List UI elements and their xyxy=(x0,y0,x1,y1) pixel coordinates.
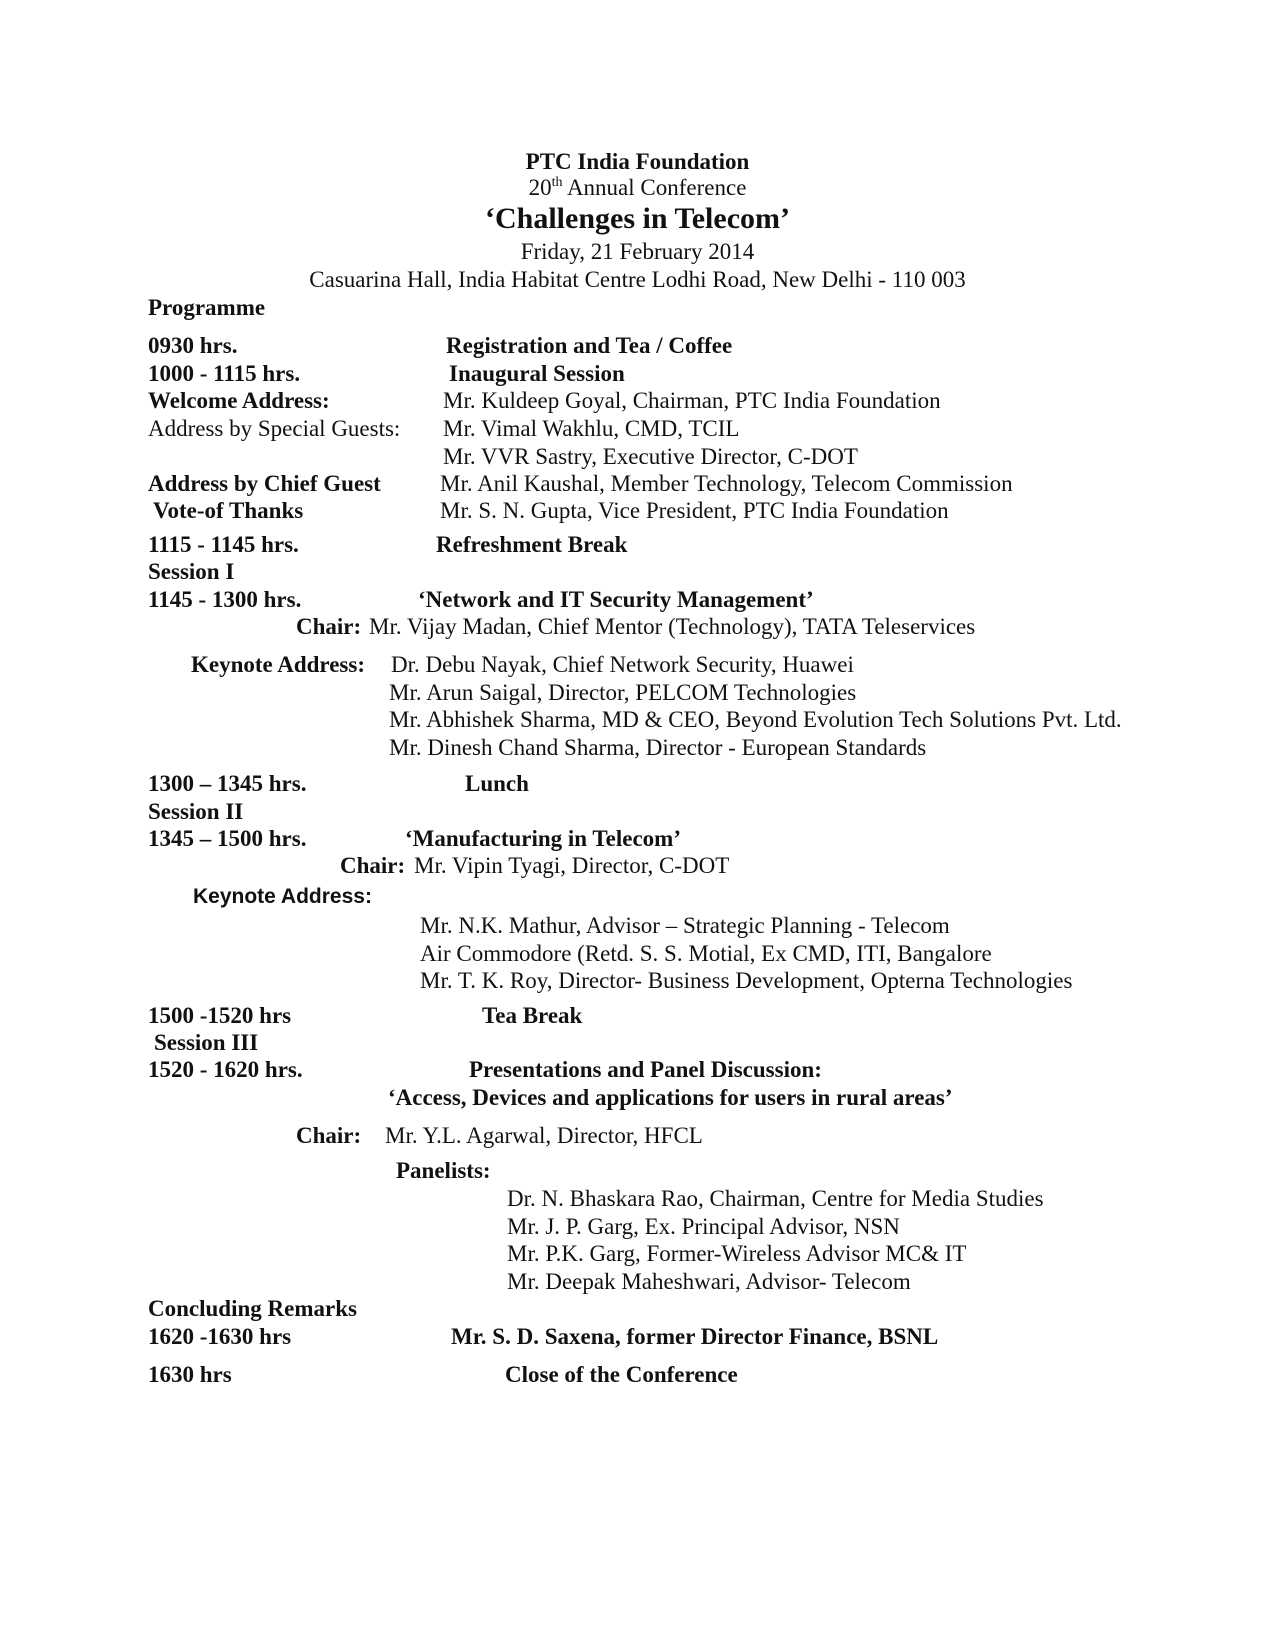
edition-text: Annual Conference xyxy=(562,175,747,200)
session-2-speaker: Mr. T. K. Roy, Director- Business Development, Opterna Technologies xyxy=(420,968,1073,993)
inaugural-time: 1000 - 1115 hrs. xyxy=(148,361,301,386)
session-2-time: 1345 – 1500 hrs. xyxy=(148,826,307,851)
session-2-label: Session II xyxy=(148,799,244,824)
edition-suffix: th xyxy=(551,175,563,190)
session-3-panelist: Mr. P.K. Garg, Former-Wireless Advisor MC& IT xyxy=(507,1241,967,1266)
conference-title: ‘Challenges in Telecom’ xyxy=(485,202,790,235)
concluding-speaker: Mr. S. D. Saxena, former Director Finance, BSNL xyxy=(451,1324,939,1349)
registration-event: Registration and Tea / Coffee xyxy=(446,333,733,358)
chief-guest-label: Address by Chief Guest xyxy=(148,471,381,496)
session-1-keynote-label: Keynote Address: xyxy=(191,652,365,677)
session-3-panelists-label: Panelists: xyxy=(396,1158,491,1183)
welcome-speaker: Mr. Kuldeep Goyal, Chairman, PTC India Foundation xyxy=(443,388,941,413)
session-2-speaker: Air Commodore (Retd. S. S. Motial, Ex CMD, ITI, Bangalore xyxy=(420,941,992,966)
session-1-chair: Mr. Vijay Madan, Chief Mentor (Technology), TATA Teleservices xyxy=(369,614,976,639)
organization-name: PTC India Foundation xyxy=(525,149,750,174)
inaugural-event: Inaugural Session xyxy=(449,361,625,386)
session-2-speaker: Mr. N.K. Mathur, Advisor – Strategic Planning - Telecom xyxy=(420,913,950,938)
refreshment-time: 1115 - 1145 hrs. xyxy=(148,532,299,557)
session-1-label: Session I xyxy=(148,559,235,584)
session-3-chair-label: Chair: xyxy=(296,1123,362,1148)
session-3-panelist: Dr. N. Bhaskara Rao, Chairman, Centre for Media Studies xyxy=(507,1186,1044,1211)
lunch-event: Lunch xyxy=(465,771,529,796)
vote-of-thanks-speaker: Mr. S. N. Gupta, Vice President, PTC India Foundation xyxy=(440,498,949,523)
session-2-chair-label: Chair: xyxy=(340,853,406,878)
session-1-chair-label: Chair: xyxy=(296,614,362,639)
session-2-title: ‘Manufacturing in Telecom’ xyxy=(405,826,681,851)
conference-date: Friday, 21 February 2014 xyxy=(520,239,755,264)
tea-event: Tea Break xyxy=(482,1003,583,1028)
vote-of-thanks-label: Vote-of Thanks xyxy=(153,498,304,523)
special-guests-label: Address by Special Guests: xyxy=(148,416,401,441)
edition-number: 20 xyxy=(528,175,552,200)
session-3-subtitle: ‘Access, Devices and applications for users in rural areas’ xyxy=(388,1085,953,1110)
session-1-time: 1145 - 1300 hrs. xyxy=(148,587,302,612)
session-1-speaker: Mr. Abhishek Sharma, MD & CEO, Beyond Evolution Tech Solutions Pvt. Ltd. xyxy=(389,707,1122,732)
lunch-time: 1300 – 1345 hrs. xyxy=(148,771,307,796)
session-2-chair: Mr. Vipin Tyagi, Director, C-DOT xyxy=(414,853,730,878)
session-3-title: Presentations and Panel Discussion: xyxy=(469,1057,822,1082)
special-guest: Mr. Vimal Wakhlu, CMD, TCIL xyxy=(443,416,740,441)
session-3-time: 1520 - 1620 hrs. xyxy=(148,1057,303,1082)
programme-heading: Programme xyxy=(148,295,266,320)
conference-edition xyxy=(0,176,1275,199)
session-3-panelist: Mr. Deepak Maheshwari, Advisor- Telecom xyxy=(507,1269,911,1294)
chief-guest-speaker: Mr. Anil Kaushal, Member Technology, Telecom Commission xyxy=(440,471,1013,496)
conference-venue: Casuarina Hall, India Habitat Centre Lodhi Road, New Delhi - 110 003 xyxy=(309,267,966,292)
session-3-panelist: Mr. J. P. Garg, Ex. Principal Advisor, NSN xyxy=(507,1214,900,1239)
welcome-label: Welcome Address: xyxy=(148,388,330,413)
concluding-label: Concluding Remarks xyxy=(148,1296,357,1321)
tea-time: 1500 -1520 hrs xyxy=(148,1003,292,1028)
session-3-label: Session III xyxy=(154,1030,259,1055)
close-event: Close of the Conference xyxy=(505,1362,738,1387)
concluding-time: 1620 -1630 hrs xyxy=(148,1324,292,1349)
refreshment-event: Refreshment Break xyxy=(436,532,628,557)
registration-time: 0930 hrs. xyxy=(148,333,238,358)
close-time: 1630 hrs xyxy=(148,1362,232,1387)
special-guest: Mr. VVR Sastry, Executive Director, C-DOT xyxy=(443,444,858,469)
session-1-speaker: Mr. Arun Saigal, Director, PELCOM Technologies xyxy=(389,680,857,705)
session-1-title: ‘Network and IT Security Management’ xyxy=(418,587,814,612)
session-1-speaker: Mr. Dinesh Chand Sharma, Director - European Standards xyxy=(389,735,927,760)
session-2-keynote-label: Keynote Address: xyxy=(193,885,372,908)
session-1-speaker: Dr. Debu Nayak, Chief Network Security, Huawei xyxy=(391,652,854,677)
session-3-chair: Mr. Y.L. Agarwal, Director, HFCL xyxy=(385,1123,703,1148)
